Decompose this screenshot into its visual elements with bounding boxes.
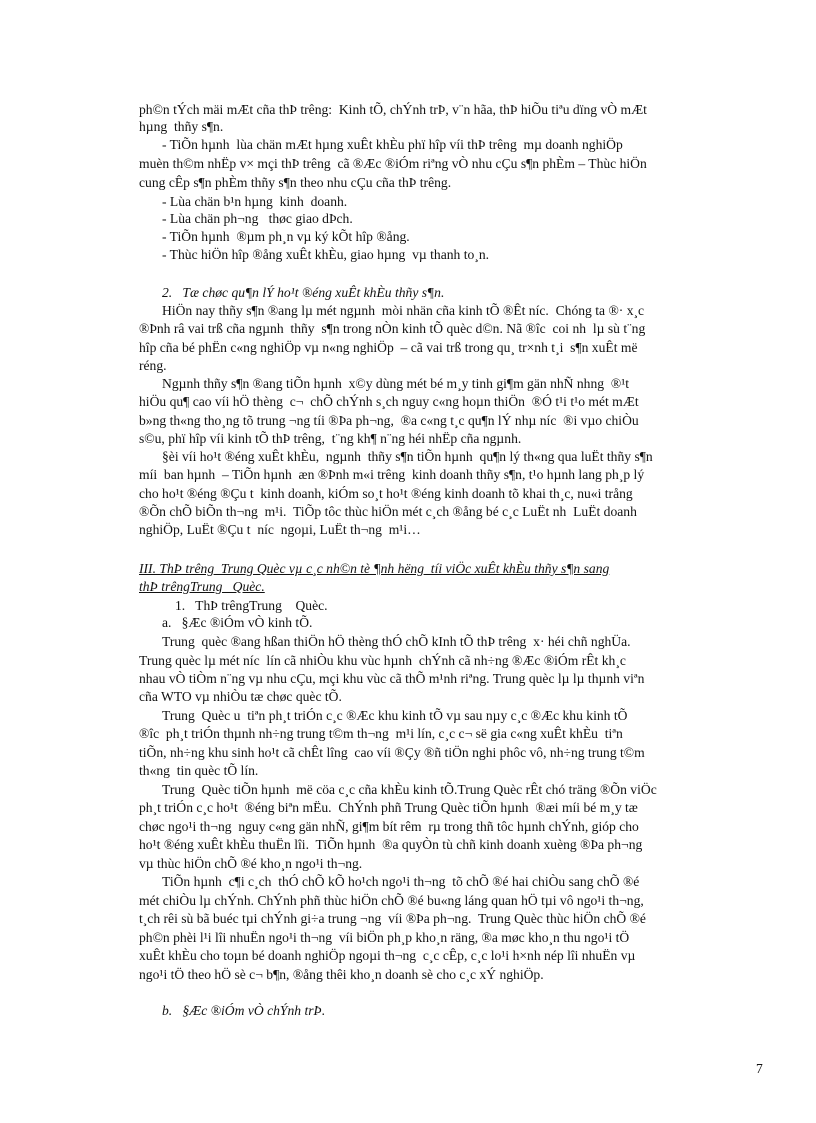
body-text-line: cña WTO vµ nhiÒu tæ chøc quèc tÕ. [139,689,342,704]
body-text-line: réng. [139,358,167,373]
list-item: - Lùa chän b¹n hµng kinh doanh. [162,194,348,209]
body-text-line: vµ thùc hiÖn chÕ ®é kho¸n ngo¹i th¬ng. [139,856,363,871]
body-text-line: ho¹t ®éng xuÊt khÈu thuËn lîi. TiÕn hµnh ®a quyÒn tù chñ kinh doanh xuèng ®Þa ph¬ng [139,837,643,852]
body-text-line: ph¸t triÓn c¸c ho¹t ®éng biªn mËu. ChÝnh phñ Trung Quèc tiÕn hµnh ®æi míi bé m¸y tæ [139,800,638,815]
body-text-line: §èi víi ho¹t ®éng xuÊt khÈu, ngµnh thñy s¶n tiÕn hµnh qu¶n lý th«ng qua luËt thñy s¶n [162,449,653,464]
body-text-line: chøc ngo¹i th¬ng nguy c«ng gän nhÑ, gi¶m bít rêm rµ trong thñ tôc hµnh chÝnh, gióp cho [139,819,639,834]
body-text-line: ph©n phèi l¹i lîi nhuËn ngo¹i th¬ng víi biÖn ph¸p kho¸n räng, ®a møc kho¸n thu ngo¹i tÖ [139,930,630,945]
body-text-line: tiÕn, nh÷ng khu sinh ho¹t cã chÊt lîng cao víi ®Çy ®ñ tiÖn nghi phôc vô, nh÷ng trung t©m [139,745,645,760]
chapter-heading: III. ThÞ trêng Trung Quèc vµ c¸c nh©n tè ¶nh hëng tíi viÖc xuÊt khÈu thñy s¶n sang [139,561,610,576]
body-text-line: - TiÕn hµnh lùa chän mÆt hµng xuÊt khÈu phï hîp víi thÞ trêng mµ doanh nghiÖp [162,137,623,152]
body-text-line: hîp cña bé phËn c«ng nghiÖp vµ n«ng nghiÖp – cã vai trß trong qu¸ tr×nh t¸i s¶n xuÊt më [139,340,638,355]
body-text-line: hµng thñy s¶n. [139,119,224,134]
body-text-line: mét chiÒu lµ chÝnh. ChÝnh phñ thùc hiÖn chÕ ®é bu«ng láng quan hÖ tµi vô ngo¹i th¬ng, [139,893,644,908]
body-text-line: t¸ch rêi sù bã buéc tµi chÝnh gi÷a trung ¬ng víi ®Þa ph¬ng. Trung Quèc thùc hiÖn chÕ ®é [139,911,646,926]
body-text-line: muèn th©m nhËp v× mçi thÞ trêng cã ®Æc ®iÓm riªng vÒ nhu cÇu s¶n phÈm – Thùc hiÖn [139,156,647,171]
body-text-line: Trung Quèc u tiªn ph¸t triÓn c¸c ®Æc khu kinh tÕ vµ sau nµy c¸c ®Æc khu kinh tÕ [162,708,628,723]
body-text-line: b»ng th«ng tho¸ng tõ trung ¬ng tíi ®Þa ph¬ng, ®a c«ng t¸c qu¶n lÝ nhµ níc ®i vµo chiÒu [139,413,639,428]
page-number: 7 [756,1061,763,1076]
body-text-line: ph©n tÝch mäi mÆt cña thÞ trêng: Kinh tÕ, chÝnh trÞ, v¨n hãa, thÞ hiÕu tiªu dïng vÒ mÆt [139,102,647,117]
chapter-heading: thÞ trêngTrung Quèc. [139,579,265,594]
subsection-heading: 1. ThÞ trêngTrung Quèc. [175,598,328,613]
body-text-line: ®Õn chÕ biÕn th¬ng m¹i. TiÕp tôc thùc hiÖn mét c¸ch ®ång bé c¸c LuËt nh LuËt doanh [139,504,637,519]
body-text-line: Ngµnh thñy s¶n ®ang tiÕn hµnh x©y dùng mét bé m¸y tinh gi¶m gän nhÑ nhng ®¹t [162,376,630,391]
section-heading: 2. Tæ chøc qu¶n lÝ ho¹t ®éng xuÊt khÈu thñy s¶n. [162,285,445,300]
body-text-line: nghiÖp, LuËt ®Çu t níc ngoµi, LuËt th¬ng m¹i… [139,522,421,537]
subsection-heading: b. §Æc ®iÓm vÒ chÝnh trÞ. [162,1003,326,1018]
body-text-line: HiÖn nay thñy s¶n ®ang lµ mét ngµnh mòi nhän cña kinh tÕ ®Êt níc. Chóng ta ®· x¸c [162,303,645,318]
body-text-line: xuÊt khÈu cho toµn bé doanh nghiÖp ngoµi th¬ng c¸c cÊp, c¸c lo¹i h×nh nép lîi nhuËn vµ [139,948,636,963]
body-text-line: Trung quèc ®ang hßan thiÖn hÖ thèng thÓ chÕ kInh tÕ thÞ trêng x· héi chñ nghÜa. [162,634,631,649]
list-item: - Thùc hiÖn hîp ®ång xuÊt khÈu, giao hµng vµ thanh to¸n. [162,247,490,262]
list-item: - TiÕn hµnh ®µm ph¸n vµ ký kÕt hîp ®ång. [162,229,410,244]
body-text-line: ngo¹i tÖ theo hÖ sè c¬ b¶n, ®ång thêi kho¸n doanh sè cho c¸c xÝ nghiÖp. [139,967,544,982]
body-text-line: s©u, phï hîp víi kinh tÕ thÞ trêng, t¨ng kh¶ n¨ng héi nhËp cña ngµnh. [139,431,522,446]
body-text-line: hiÖu qu¶ cao víi hÖ thèng c¬ chÕ chÝnh s¸ch nguy c«ng hoµn thiÖn ®Ó t¹i t¹o mét mÆt [139,394,639,409]
body-text-line: TiÕn hµnh c¶i c¸ch thÓ chÕ kÕ ho¹ch ngo¹i th¬ng tõ chÕ ®é hai chiÒu sang chÕ ®é [162,874,640,889]
body-text-line: ®Þnh râ vai trß cña ngµnh thñy s¶n trong nÒn kinh tÕ quèc d©n. Nã ®îc coi nh lµ sù t¨ng [139,321,646,336]
body-text-line: Trung quèc lµ mét níc lín cã nhiÒu khu vùc hµnh chÝnh cã nh÷ng ®Æc ®iÓm rÊt kh¸c [139,653,626,668]
list-item: - Lùa chän ph¬ng thøc giao dÞch. [162,211,353,226]
body-text-line: nhau vÒ tiÒm n¨ng vµ nhu cÇu, mçi khu vùc cã thÕ m¹nh riªng. Trung quèc lµ lµ thµnh viªn [139,671,645,686]
body-text-line: cho ho¹t ®éng ®Çu t kinh doanh, kiÓm so¸t ho¹t ®éng kinh doanh tõ khai th¸c, nu«i trång [139,486,633,501]
subsection-heading: a. §Æc ®iÓm vÒ kinh tÕ. [162,615,313,630]
body-text-line: míi ban hµnh – TiÕn hµnh æn ®Þnh m«i trêng kinh doanh thñy s¶n, t¹o hµnh lang ph¸p lý [139,467,645,482]
body-text-line: cung cÊp s¶n phÈm thñy s¶n theo nhu cÇu cña thÞ trêng. [139,175,452,190]
body-text-line: Trung Quèc tiÕn hµnh më cöa c¸c cña khÈu kinh tÕ.Trung Quèc rÊt chó träng ®Õn viÖc [162,782,657,797]
body-text-line: ®îc ph¸t triÓn thµnh nh÷ng trung t©m th¬ng m¹i lín, c¸c c¬ së gia c«ng xuÊt khÈu tiªn [139,726,623,741]
body-text-line: th«ng tin quèc tÕ lín. [139,763,259,778]
